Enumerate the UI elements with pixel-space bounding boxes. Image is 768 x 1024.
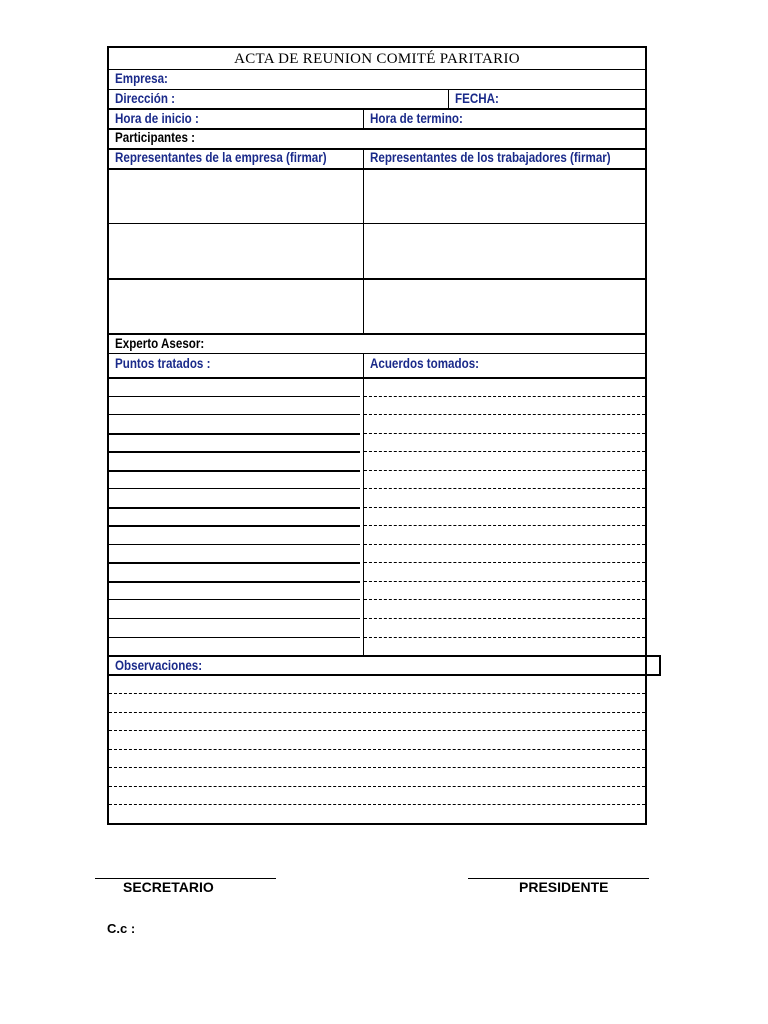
acuerdos-line (364, 433, 645, 434)
divider (109, 69, 645, 70)
acuerdos-line (364, 525, 645, 526)
acuerdos-label: Acuerdos tomados: (370, 356, 480, 371)
puntos-line (109, 488, 360, 489)
divider (363, 148, 364, 334)
divider (448, 89, 449, 109)
divider (363, 353, 364, 656)
acuerdos-line (364, 488, 645, 489)
observaciones-line (109, 749, 645, 750)
puntos-line (109, 637, 360, 638)
observaciones-line (109, 767, 645, 768)
acuerdos-line (364, 507, 645, 508)
acuerdos-line (364, 396, 645, 397)
puntos-line (109, 525, 360, 527)
observaciones-line (109, 804, 645, 805)
hora-inicio-label: Hora de inicio : (115, 111, 199, 126)
acuerdos-line (364, 470, 645, 471)
hora-termino-label: Hora de termino: (370, 111, 463, 126)
puntos-line (109, 618, 360, 619)
acuerdos-line (364, 451, 645, 452)
acuerdos-line (364, 618, 645, 619)
divider (109, 168, 645, 170)
acuerdos-line (364, 562, 645, 563)
acuerdos-line (364, 414, 645, 415)
participantes-label: Participantes : (115, 130, 196, 145)
puntos-line (109, 414, 360, 415)
observaciones-line (109, 786, 645, 787)
puntos-line (109, 433, 360, 435)
acuerdos-line (364, 581, 645, 582)
observaciones-line (109, 693, 645, 694)
divider (109, 89, 645, 90)
empresa-label: Empresa: (115, 71, 168, 86)
puntos-line (109, 562, 360, 564)
direccion-label: Dirección : (115, 91, 176, 106)
observaciones-label: Observaciones: (115, 658, 203, 673)
divider (109, 353, 645, 354)
acuerdos-line (364, 544, 645, 545)
meeting-minutes-form (107, 46, 647, 825)
cc-label: C.c : (107, 921, 136, 936)
fecha-label: FECHA: (455, 91, 499, 106)
puntos-line (109, 470, 360, 472)
acuerdos-line (364, 599, 645, 600)
rep-trabajadores-label: Representantes de los trabajadores (firmar) (370, 150, 611, 165)
divider (109, 223, 645, 224)
puntos-line (109, 544, 360, 545)
observaciones-line (109, 730, 645, 731)
puntos-line (109, 396, 360, 397)
puntos-label: Puntos tratados : (115, 356, 211, 371)
rep-empresa-label: Representantes de la empresa (firmar) (115, 150, 327, 165)
secretario-label: SECRETARIO (123, 879, 214, 895)
divider (109, 377, 645, 379)
acuerdos-line (364, 637, 645, 638)
experto-label: Experto Asesor: (115, 336, 205, 351)
puntos-line (109, 581, 360, 583)
observaciones-line (109, 712, 645, 713)
divider (109, 278, 645, 280)
observaciones-header (107, 655, 661, 676)
puntos-line (109, 507, 360, 509)
puntos-line (109, 451, 360, 453)
form-title: ACTA DE REUNION COMITÉ PARITARIO (234, 51, 520, 67)
presidente-label: PRESIDENTE (519, 879, 609, 895)
divider (363, 109, 364, 129)
puntos-line (109, 599, 360, 600)
